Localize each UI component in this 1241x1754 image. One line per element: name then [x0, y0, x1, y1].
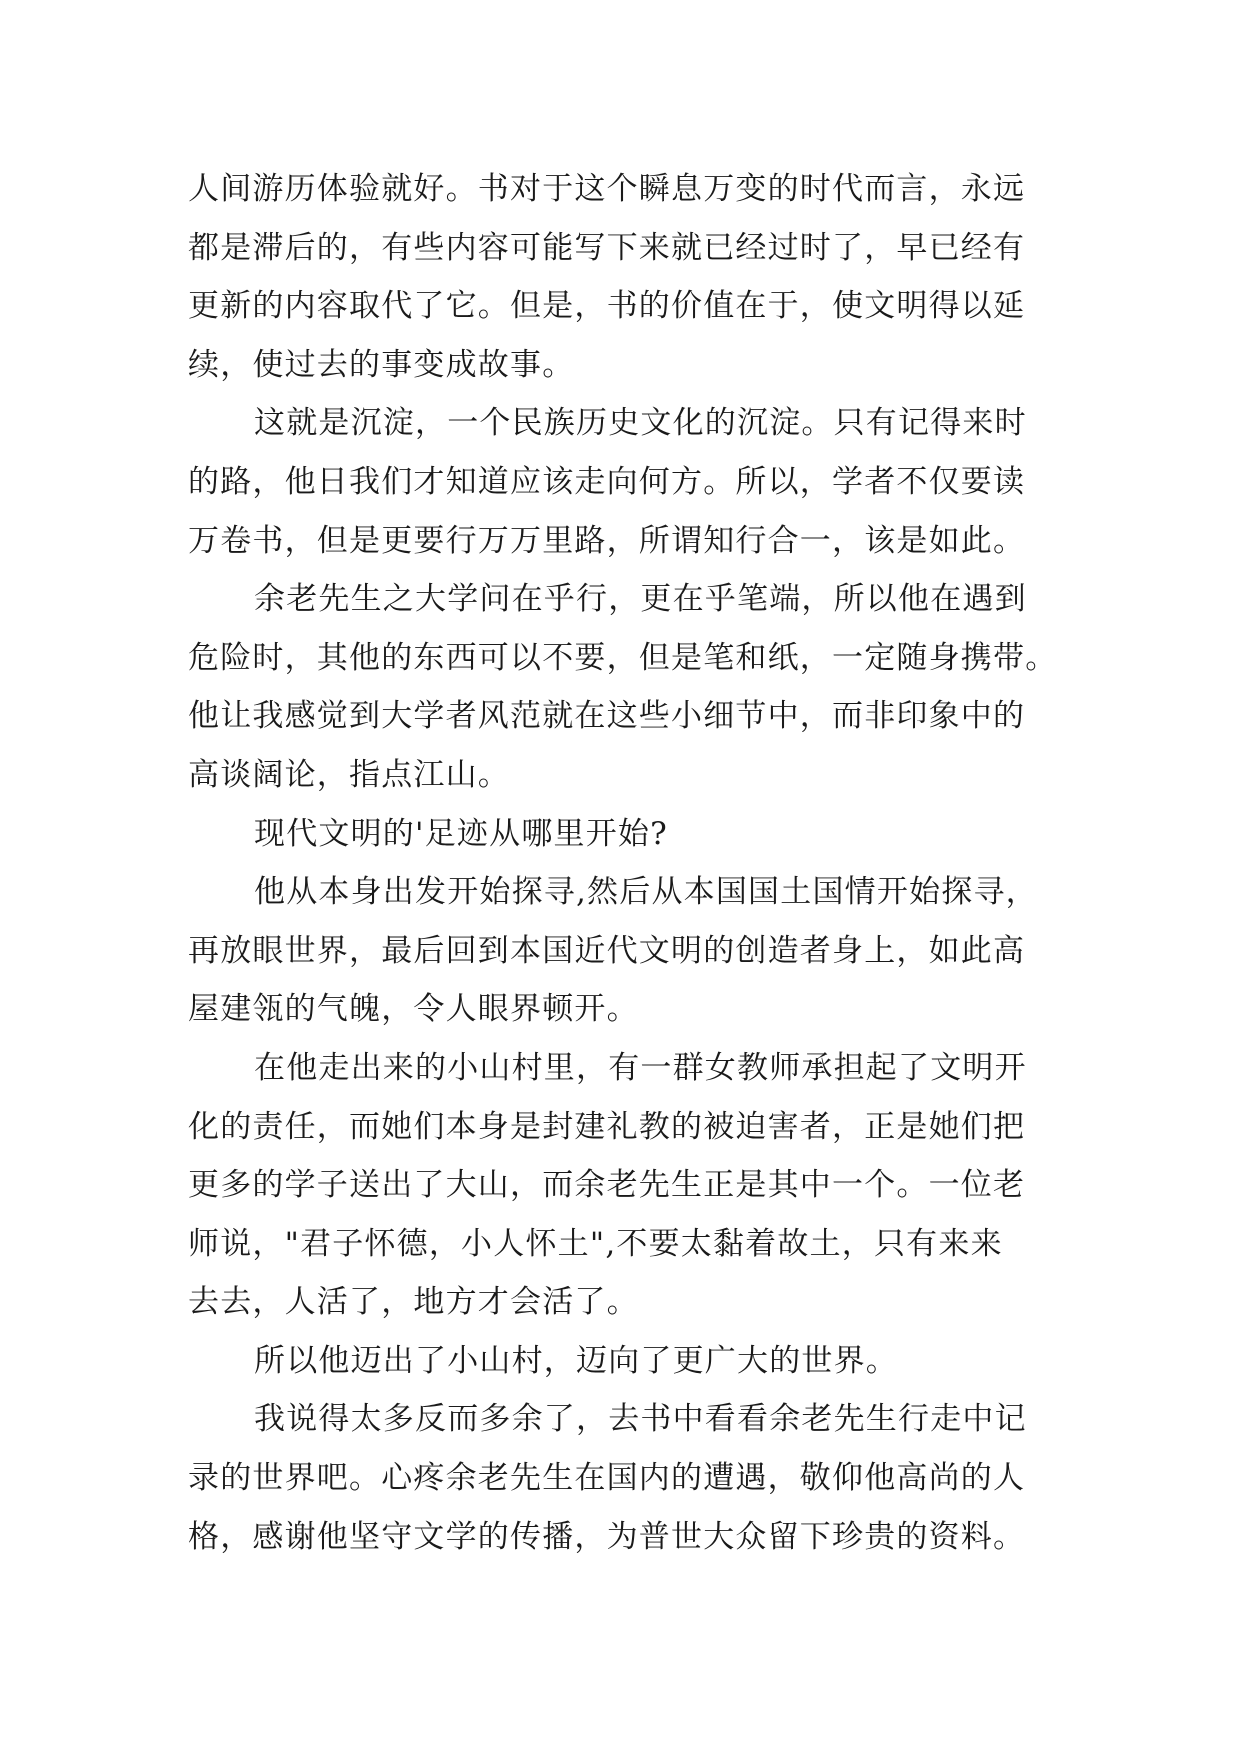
text-line: 师说，"君子怀德，小人怀土",不要太黏着故土，只有来来 [188, 1225, 1003, 1262]
text-line: 在他走出来的小山村里，有一群女教师承担起了文明开 [254, 1049, 1027, 1086]
text-line: 再放眼世界，最后回到本国近代文明的创造者身上，如此高 [188, 932, 1026, 969]
text-line: 他从本身出发开始探寻,然后从本国国土国情开始探寻， [254, 874, 1038, 911]
document-body [188, 160, 1068, 1566]
text-line: 续，使过去的事变成故事。 [188, 346, 575, 383]
text-line: 危险时，其他的东西可以不要，但是笔和纸，一定随身携带。 [188, 639, 1058, 676]
text-line: 去去，人活了，地方才会活了。 [188, 1284, 639, 1321]
text-line: 万卷书，但是更要行万万里路，所谓知行合一，该是如此。 [188, 522, 1026, 559]
text-line: 更多的学子送出了大山，而余老先生正是其中一个。一位老 [188, 1167, 1026, 1204]
text-line: 人间游历体验就好。书对于这个瞬息万变的时代而言，永远 [188, 171, 1026, 207]
text-line: 的路，他日我们才知道应该走向何方。所以，学者不仅要读 [188, 463, 1026, 500]
text-line: 高谈阔论，指点江山。 [188, 756, 510, 793]
text-line: 都是滞后的，有些内容可能写下来就已经过时了，早已经有 [188, 229, 1026, 266]
text-line: 余老先生之大学问在乎行，更在乎笔端，所以他在遇到 [254, 581, 1027, 618]
text-line: 屋建瓴的气魄，令人眼界顿开。 [188, 991, 639, 1028]
text-line: 格，感谢他坚守文学的传播，为普世大众留下珍贵的资料。 [188, 1518, 1026, 1555]
text-line: 他让我感觉到大学者风范就在这些小细节中，而非印象中的 [188, 698, 1026, 735]
text-line: 这就是沉淀，一个民族历史文化的沉淀。只有记得来时 [254, 405, 1027, 442]
text-line: 化的责任，而她们本身是封建礼教的被迫害者，正是她们把 [188, 1108, 1026, 1145]
text-line: 更新的内容取代了它。但是，书的价值在于，使文明得以延 [188, 288, 1026, 325]
text-line: 录的世界吧。心疼余老先生在国内的遭遇，敬仰他高尚的人 [188, 1460, 1026, 1497]
text-line: 所以他迈出了小山村，迈向了更广大的世界。 [254, 1342, 898, 1379]
text-line: 我说得太多反而多余了，去书中看看余老先生行走中记 [254, 1401, 1027, 1438]
text-line: 现代文明的'足迹从哪里开始? [254, 815, 668, 852]
